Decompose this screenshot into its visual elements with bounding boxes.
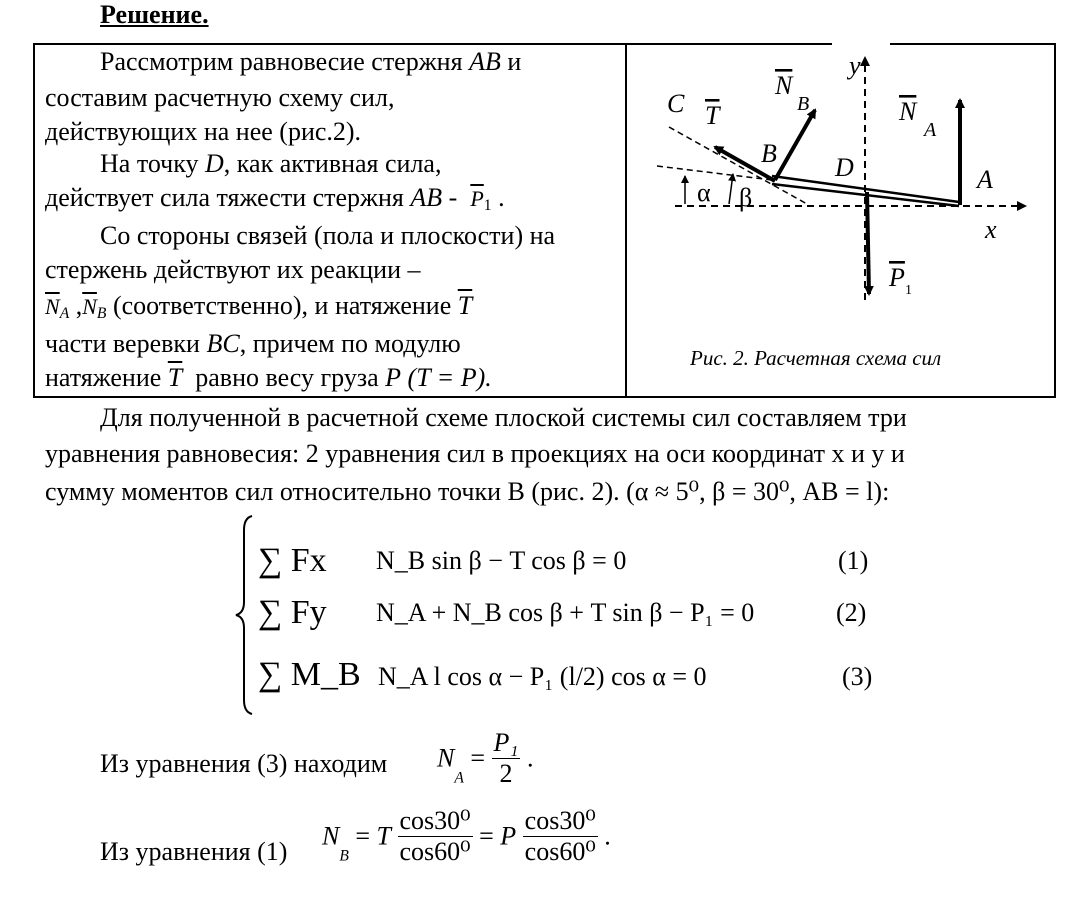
eq1-number: (1) [838,546,869,575]
axis-gap [832,40,890,46]
left-line-10: натяжение $\overline{T}$ равно весу груза P (T = P). [45,363,492,392]
left-line-1: Рассмотрим равновесие стержня AB и [100,47,522,76]
result-2-formula: $N_B = T$ $\frac{\text{cos30⁰}}{\text{cos60⁰}}$ = P $\frac{\text{cos30⁰}}{\text{cos60⁰}}$ . [322,806,611,866]
label-nb-sub: B [797,93,810,115]
eq2-lhs: ∑ Fy [258,594,327,631]
eq2-rhs: N_A + N_B cos β + T sin β − P₁ = 0 [376,598,755,627]
eq1-rhs: N_B sin β − T cos β = 0 [376,546,627,575]
result-2-text: Из уравнения (1) [100,837,288,866]
label-b: B [761,139,777,168]
left-line-2: составим расчетную схему сил, [45,83,395,112]
nb-arrow [775,110,815,180]
label-p1-sub: 1 [905,283,912,298]
label-t: T [705,101,720,130]
result-1-formula: $N_A$ = $\frac{\text{P₁}}{2}$ . [437,728,534,788]
label-d: D [835,153,854,182]
figure-caption: Рис. 2. Расчетная схема сил [690,346,942,370]
result-1-fraction: $\frac{\text{P₁}}{2}$ [493,728,519,788]
result-2-fraction-2: $\frac{\text{cos30⁰}}{\text{cos60⁰}}$ [524,806,596,866]
rope-line [669,127,807,204]
equation-1 [258,542,898,586]
p1-arrow [867,192,869,294]
left-line-5: действует сила тяжести стержня AB - $\overline{P}_1$ . [45,183,505,214]
equation-3 [258,656,898,706]
left-line-7: стержень действуют их реакции – [45,255,421,284]
label-beta: β [739,183,753,212]
body-line-3: сумму моментов сил относительно точки B (рис. 2). (α ≈ 5⁰, β = 30⁰, AB = l): [45,477,890,506]
label-a: A [977,165,993,194]
eq3-number: (3) [842,662,873,691]
body-line-2: уравнения равновесия: 2 уравнения сил в проекциях на оси координат x и y и [45,439,905,468]
label-p1: P [889,263,905,292]
left-line-9: части веревки BC, причем по модулю [45,329,461,358]
beta-marker [729,174,733,204]
label-nb: N [775,71,793,100]
label-alpha: α [697,178,711,207]
eq1-lhs: ∑ Fx [258,542,327,579]
left-line-3: действующих на нее (рис.2). [45,117,362,146]
label-c: C [667,89,685,118]
left-line-8: $\overline{N}_A$ $,\overline{N}_B$ (соответственно), и натяжение $\overline{T}$ [45,291,473,322]
system-brace [232,514,256,716]
body-line-1: Для полученной в расчетной схеме плоской системы сил составляем три [100,403,907,432]
left-line-6: Со стороны связей (пола и плоскости) на [100,221,556,250]
equation-2 [258,594,898,638]
heading: Решение. [100,0,209,29]
result-1-text: Из уравнения (3) находим [100,749,388,778]
label-x: x [985,215,997,244]
label-na: N [899,97,917,126]
force-diagram [627,0,1056,398]
left-line-4: На точку D, как активная сила, [100,149,442,178]
eq3-lhs: ∑ M_B [258,656,361,693]
eq3-rhs: N_A l cos α − P₁ (l/2) cos α = 0 [378,662,707,691]
label-na-sub: A [924,119,937,141]
eq2-number: (2) [836,598,867,627]
label-y: y [849,51,861,80]
result-2-fraction-1: $\frac{\text{cos30⁰}}{\text{cos60⁰}}$ [399,806,471,866]
